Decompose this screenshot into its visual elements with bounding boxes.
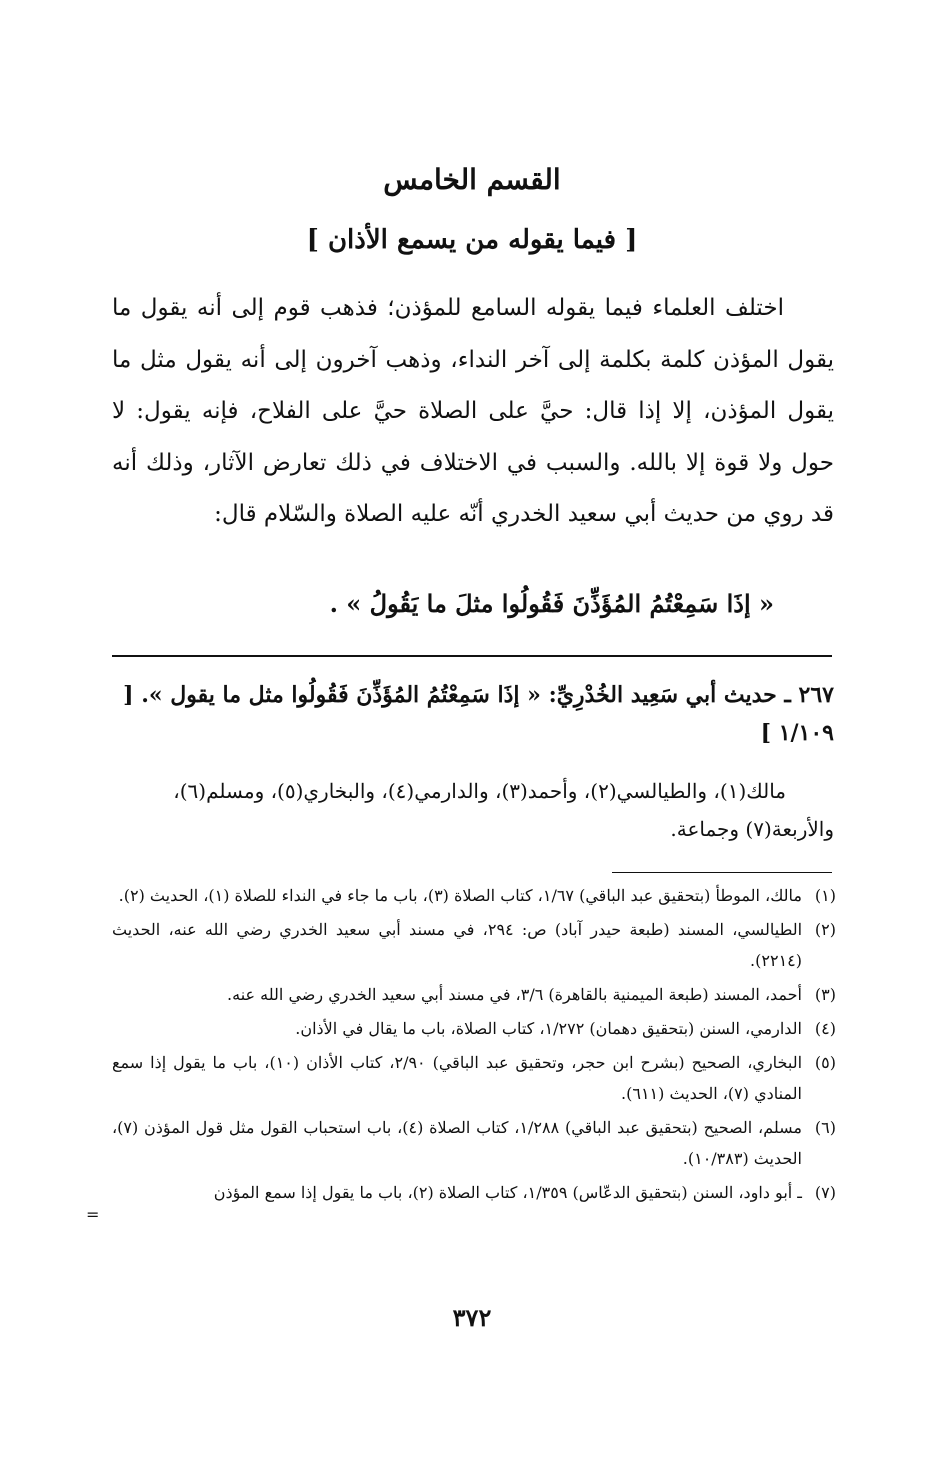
footnote-text: أحمد، المسند (طبعة الميمنية بالقاهرة) ٣/٦، في مسند أبي سعيد الخدري رضي الله عنه. <box>227 985 802 1004</box>
footnote-number: (٧) <box>814 1183 836 1202</box>
continuation-mark: = <box>86 1205 100 1224</box>
footnote-text: ـ أبو داود، السنن (بتحقيق الدعّاس) ١/٣٥٩، كتاب الصلاة (٢)، باب ما يقول إذا سمع المؤذن <box>213 1183 802 1202</box>
footnote-text: الطيالسي، المسند (طبعة حيدر آباد) ص: ٢٩٤، في مسند أبي سعيد الخدري رضي الله عنه، الحديث (٢٢١٤). <box>112 920 803 970</box>
footnote <box>112 1177 836 1208</box>
footnote <box>112 1112 836 1174</box>
footnote-text: البخاري، الصحيح (بشرح ابن حجر، وتحقيق عبد الباقي) ٢/٩٠، كتاب الأذان (١٠)، باب ما يقول إذا سمع المنادي (٧)، الحديث (٦١١). <box>112 1053 803 1103</box>
footnote-text: مسلم، الصحيح (بتحقيق عبد الباقي) ١/٢٨٨، كتاب الصلاة (٤)، باب استحباب القول مثل قول المؤذن (٧)، الحديث (١٠/٣٨٣). <box>112 1118 802 1168</box>
footnote <box>112 1047 836 1109</box>
footnotes <box>112 880 836 1211</box>
footnote <box>112 979 836 1010</box>
takhrij-sources <box>112 772 834 848</box>
footnote <box>112 880 836 911</box>
main-text <box>112 283 834 541</box>
footnote-number: (٢) <box>814 920 837 939</box>
footnote-number: (٦) <box>814 1118 836 1137</box>
page-number: ٣٧٢ <box>452 1303 492 1332</box>
hadith-quote: « إذَا سَمِعْتُمُ المُؤَذِّنَ فَقُولُوا مثلَ ما يَقُولُ » . <box>329 589 774 618</box>
footnote-number: (٥) <box>814 1053 837 1072</box>
footnote-text: الدارمي، السنن (بتحقيق دهمان) ١/٢٧٢، كتاب الصلاة، باب ما يقال في الأذان. <box>295 1019 802 1038</box>
section-title: القسم الخامس <box>383 163 561 196</box>
takhrij-heading: ٢٦٧ ـ حديث أبي سَعِيد الخُدْرِيِّ: « إذَا سَمِعْتُمُ المُؤَذِّنَ فَقُولُوا مثل ما يقول ». [ ١/١٠٩ ] <box>123 682 834 746</box>
footnote-number: (١) <box>814 886 836 905</box>
footnote-number: (٣) <box>814 985 836 1004</box>
section-subtitle: [ فيما يقوله من يسمع الأذان ] <box>306 225 638 255</box>
footnote-number: (٤) <box>814 1019 836 1038</box>
footnote-divider <box>612 872 832 873</box>
footnote-text: مالك، الموطأ (بتحقيق عبد الباقي) ١/٦٧، كتاب الصلاة (٣)، باب ما جاء في النداء للصلاة (١)، الحديث (٢). <box>118 886 802 905</box>
main-paragraph: اختلف العلماء فيما يقوله السامع للمؤذن؛ فذهب قوم إلى أنه يقول ما يقول المؤذن كلمة بكلمة إلى آخر النداء، وذهب آخرون إلى أنه يقول مثل ما يقول المؤذن، إلا إذا قال: حيَّ على الصلاة حيَّ على الفلاح، فإنه يقول: لا حول ولا قوة إلا بالله. والسبب في الاختلاف في ذلك تعارض الآثار، وذلك أنه قد روي من حديث أبي سعيد الخدري أنّه عليه الصلاة والسّلام قال: <box>112 295 834 527</box>
footnote <box>112 1013 836 1044</box>
sources-line: مالك(١)، والطيالسي(٢)، وأحمد(٣)، والدارمي(٤)، والبخاري(٥)، ومسلم(٦)، والأربعة(٧) وجماعة. <box>173 779 834 841</box>
footnote <box>112 914 836 976</box>
main-divider <box>112 655 832 657</box>
